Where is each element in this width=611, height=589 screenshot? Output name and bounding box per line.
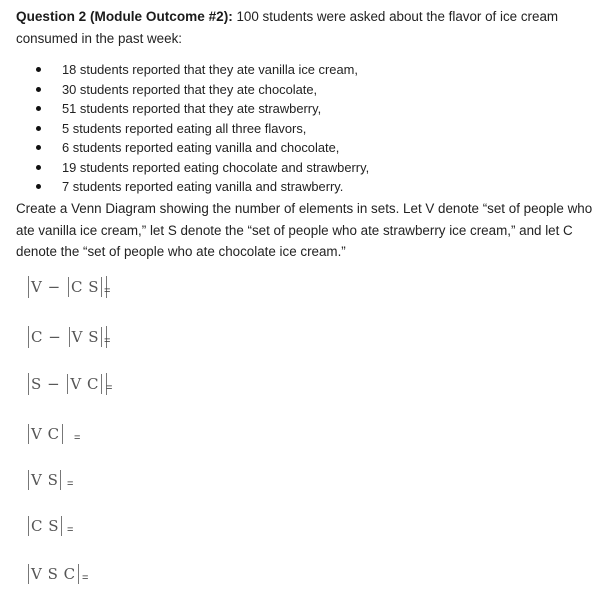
bullet-icon (36, 126, 41, 131)
equals-sign: = (104, 285, 111, 297)
bullet-icon (36, 184, 41, 189)
formula: V S (26, 469, 63, 491)
list-item-text: 6 students reported eating vanilla and chocolate, (62, 140, 340, 155)
bullet-icon (36, 67, 41, 72)
question-intro: 100 students were asked about the flavor of ice cream consumed in the past week: (16, 9, 559, 46)
expression-c-minus-vs (26, 326, 146, 352)
formula: S − V C (26, 373, 109, 395)
list-item-text: 18 students reported that they ate vanilla ice cream, (62, 62, 358, 77)
formula: V − C S (26, 276, 109, 298)
formula: V C (26, 423, 65, 445)
formula: C S (26, 515, 64, 537)
list-item-text: 19 students reported eating chocolate and strawberry, (62, 159, 370, 175)
expression-cs (26, 515, 106, 541)
list-item-text: 51 students reported that they ate strawberry, (62, 101, 322, 116)
bullet-icon (36, 106, 41, 111)
equals-sign: = (106, 382, 113, 394)
equals-sign: = (74, 432, 81, 444)
instructions-paragraph: Create a Venn Diagram showing the number of elements in sets. Let V denote “set of people who ate vanilla ice cream,” let S denote the “set of people who ate strawberry ice cream,” and let C denote the “set of people who ate chocolate ice cream.” (16, 201, 593, 259)
list-item-text: 7 students reported eating vanilla and strawberry. (62, 179, 344, 194)
expression-v-minus-cs (26, 276, 146, 302)
expression-vs (26, 469, 106, 495)
question-heading: Question 2 (Module Outcome #2): (16, 9, 233, 24)
expression-vsc (26, 563, 116, 589)
expression-s-minus-vc (26, 373, 146, 399)
equals-sign: = (67, 524, 74, 536)
formula: C − V S (26, 326, 109, 348)
expression-vc (26, 423, 106, 449)
bullet-icon (36, 145, 41, 150)
question-text (16, 6, 606, 50)
equals-sign: = (67, 478, 74, 490)
list-item-text: 30 students reported that they ate chocolate, (62, 81, 318, 97)
bullet-icon (36, 87, 41, 92)
list-item-text: 5 students reported eating all three flavors, (62, 120, 307, 136)
equals-sign: = (82, 572, 89, 584)
bullet-icon (36, 165, 41, 170)
formula: V S C (26, 563, 81, 585)
equals-sign: = (104, 335, 111, 347)
